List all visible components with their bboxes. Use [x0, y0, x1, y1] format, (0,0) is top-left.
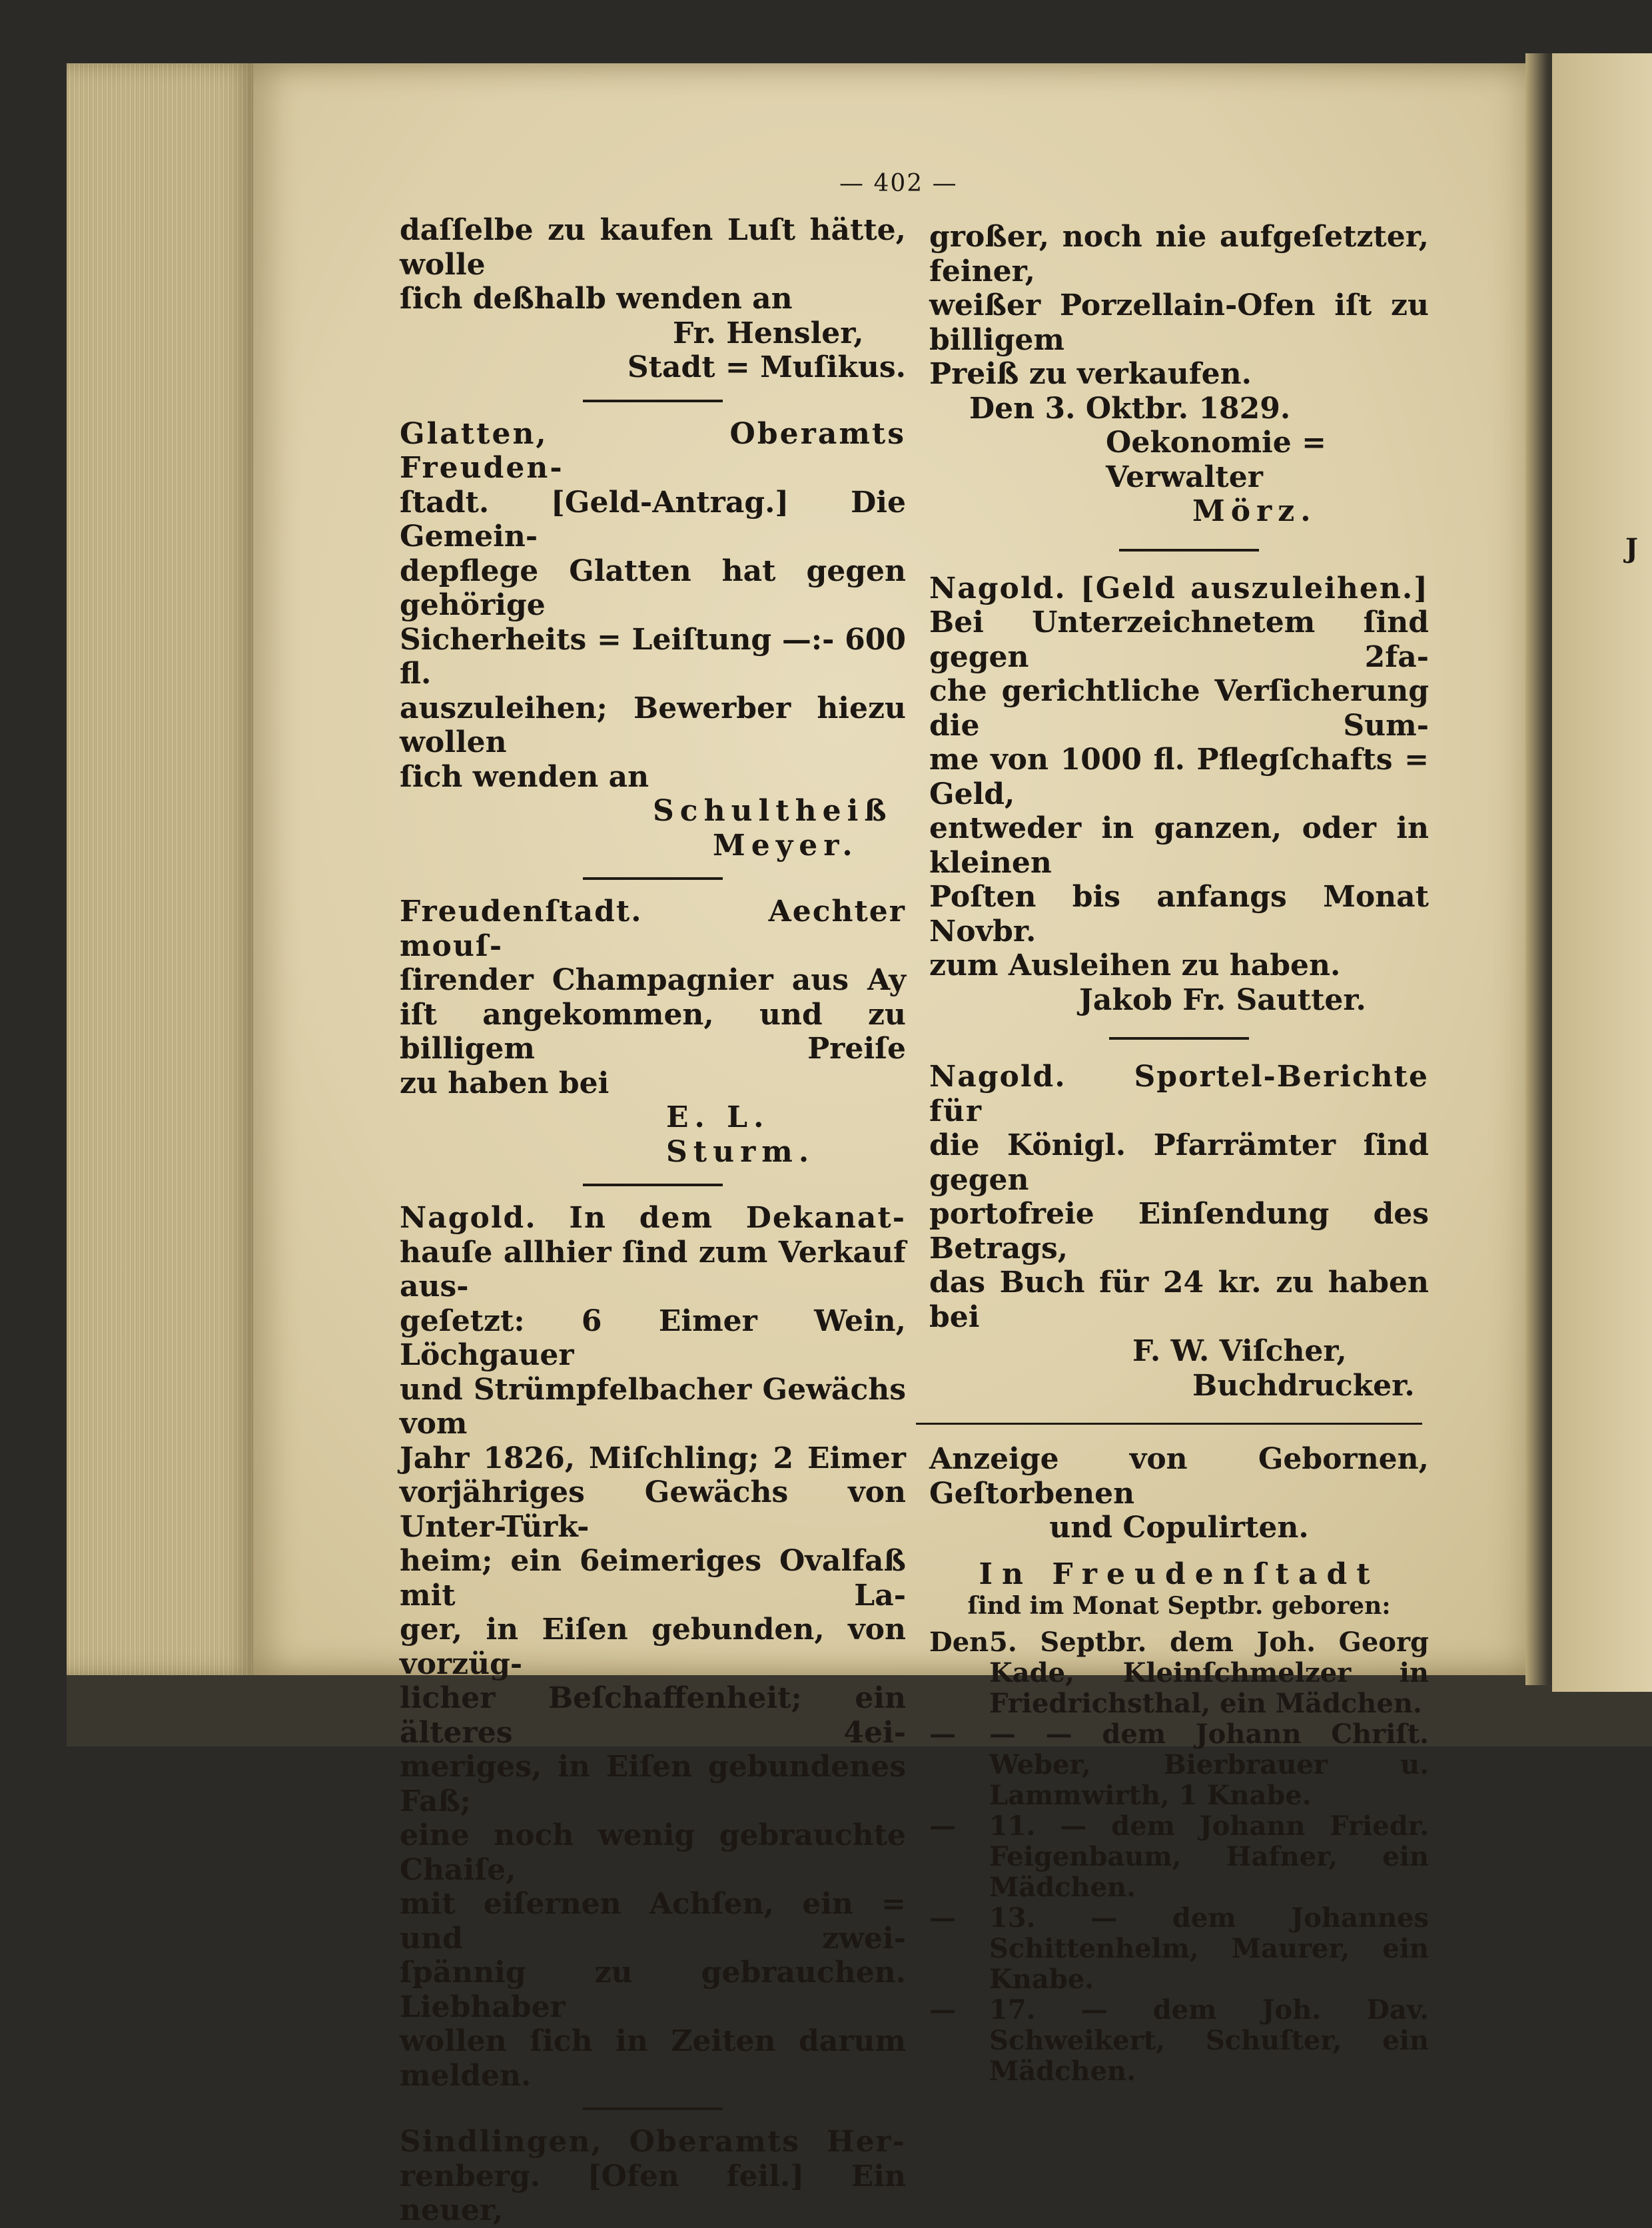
separator-rule [1119, 549, 1259, 552]
entry-text: 13. — dem Johannes Schittenhelm, Maurer, ein Knabe. [989, 1902, 1429, 1995]
right-column [929, 220, 1429, 2087]
text-line: Nagold. In dem Dekanat- [400, 1201, 906, 1235]
next-page-fragment: J [1625, 533, 1638, 564]
birth-entry [929, 1719, 1429, 1811]
text-line: Bei Unterzeichnetem ſind gegen 2fa- [929, 605, 1429, 674]
separator-rule [916, 1423, 1422, 1425]
text-line: auszuleihen; Bewerber hiezu wollen [400, 691, 906, 759]
text-line: Nagold. Sportel-Berichte für [929, 1060, 1429, 1128]
text-line: Freudenſtadt. Aechter mouſ- [400, 895, 906, 963]
section-heading: und Copulirten. [1049, 1511, 1309, 1545]
separator-rule [583, 1184, 723, 1186]
signature: Buchdrucker. [1192, 1368, 1415, 1403]
text-line: zum Ausleihen zu haben. [929, 948, 1341, 982]
text-line: eine noch wenig gebrauchte Chaiſe, [400, 1818, 906, 1887]
text-line: renberg. [Ofen feil.] Ein neuer, [400, 2159, 906, 2227]
text-line: die Königl. Pfarrämter ſind gegen [929, 1128, 1429, 1197]
text-line: Sindlingen, Oberamts Her- [400, 2125, 906, 2159]
signature: Jakob Fr. Sautter. [1079, 982, 1366, 1017]
birth-entry [929, 1903, 1429, 1995]
separator-rule [583, 400, 723, 402]
signature: F. W. Viſcher, [1132, 1334, 1347, 1368]
text-line: heim; ein 6eimeriges Ovalfaß mit La- [400, 1544, 906, 1613]
separator-rule [583, 877, 723, 880]
place-heading: In Freudenſtadt [979, 1557, 1380, 1591]
text-line: depflege Glatten hat gegen gehörige [400, 554, 906, 622]
text-line: Den 3. Oktbr. 1829. [969, 391, 1291, 426]
text-line: das Buch für 24 kr. zu haben bei [929, 1266, 1429, 1334]
text-line: che gerichtliche Verſicherung die Sum- [929, 674, 1429, 743]
text-line: ſich wenden an [400, 759, 649, 794]
signature: Oekonomie = Verwalter [1106, 426, 1326, 494]
text-line: portofreie Einſendung des Betrags, [929, 1197, 1429, 1266]
birth-entry [929, 1627, 1429, 1719]
entry-lead: — [929, 1810, 956, 1842]
text-line: Jahr 1826, Miſchling; 2 Eimer [400, 1441, 906, 1475]
text-line: ſirender Champagnier aus Ay [400, 963, 906, 997]
signature: Mörz. [1192, 494, 1317, 528]
entry-lead: Den [929, 1627, 989, 1658]
text-line: ſtadt. [Geld-Antrag.] Die Gemein- [400, 485, 906, 554]
text-line: vorjähriges Gewächs von Unter-Türk- [400, 1475, 906, 1544]
text-line: Nagold. [Geld auszuleihen.] [929, 571, 1429, 605]
entry-text: 17. — dem Joh. Dav. Schweikert, Schuſter, ein Mädchen. [989, 1994, 1429, 2087]
text-line: großer, noch nie aufgeſetzter, feiner, [929, 220, 1429, 288]
text-line: weißer Porzellain-Ofen iſt zu billigem [929, 288, 1429, 357]
text-line: ſich deßhalb wenden an [400, 282, 793, 316]
text-line: Preiß zu verkaufen. [929, 357, 1252, 391]
entry-text: 11. — dem Johann Friedr. Feigenbaum, Hafner, ein Mädchen. [989, 1810, 1429, 1903]
signature: Meyer. [713, 828, 859, 863]
entry-lead: — [929, 1902, 956, 1934]
text-line: mit eiſernen Achſen, ein = und zwei- [400, 1887, 906, 1956]
next-page-edge [1552, 53, 1652, 1692]
text-line: Poſten bis anfangs Monat Novbr. [929, 880, 1429, 948]
page-number: — 402 — [839, 170, 958, 197]
entry-lead: — [929, 1718, 956, 1750]
separator-rule [583, 2107, 723, 2110]
text-line: geſetzt: 6 Eimer Wein, Löchgauer [400, 1303, 906, 1372]
entry-text: 5. Septbr. dem Joh. Georg Kade, Kleinſchmelzer in Friedrichsthal, ein Mädchen. [989, 1627, 1429, 1719]
birth-entry [929, 1811, 1429, 1903]
text-line: licher Beſchaffenheit; ein älteres 4ei- [400, 1681, 906, 1750]
text-line: wollen ſich in Zeiten darum melden. [400, 2024, 906, 2093]
text-line: daſſelbe zu kaufen Luſt hätte, wolle [400, 213, 906, 282]
text-line: Sicherheits = Leiſtung —:- 600 fl. [400, 622, 906, 691]
subheading: ſind im Monat Septbr. geboren: [967, 1592, 1391, 1620]
text-line: entweder in ganzen, oder in kleinen [929, 811, 1429, 880]
text-line: hauſe allhier ſind zum Verkauf aus- [400, 1235, 906, 1303]
section-heading: Anzeige von Gebornen, Geſtorbenen [929, 1442, 1429, 1511]
left-column [400, 213, 906, 2228]
text-line: und Strümpfelbacher Gewächs vom [400, 1372, 906, 1441]
entry-text: — — dem Johann Chriſt. Weber, Bierbrauer u. Lammwirth, 1 Knabe. [989, 1718, 1429, 1811]
text-line: Glatten, Oberamts Freuden- [400, 416, 906, 485]
entry-lead: — [929, 1994, 956, 2026]
separator-rule [1109, 1037, 1249, 1040]
page-edges [67, 63, 256, 1675]
signature: Stadt = Muſikus. [627, 350, 906, 384]
signature: Fr. Hensler, [673, 316, 864, 350]
signature: Schultheiß [653, 794, 893, 828]
text-line: zu haben bei [400, 1066, 610, 1100]
text-line: me von 1000 fl. Pflegſchafts = Geld, [929, 743, 1429, 811]
birth-entry [929, 1995, 1429, 2087]
text-line: meriges, in Eiſen gebundenes Faß; [400, 1750, 906, 1818]
text-line: ger, in Eiſen gebunden, von vorzüg- [400, 1613, 906, 1681]
signature: E. L. Sturm. [666, 1100, 815, 1169]
text-line: iſt angekommen, und zu billigem Preiſe [400, 997, 906, 1066]
text-line: ſpännig zu gebrauchen. Liebhaber [400, 1956, 906, 2024]
